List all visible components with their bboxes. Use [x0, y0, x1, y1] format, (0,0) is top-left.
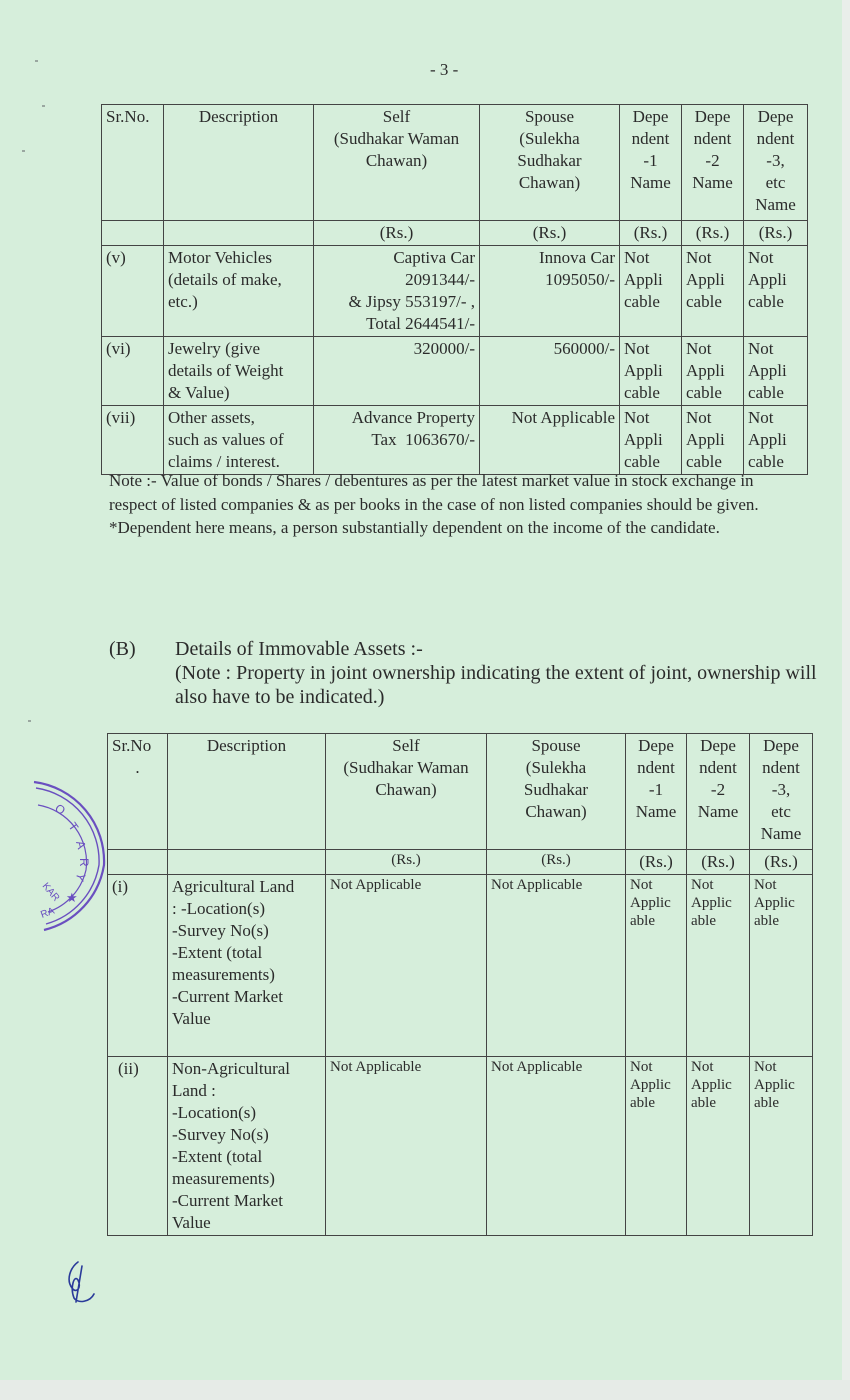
header-srno-line: . — [135, 758, 140, 777]
stamp-text-notary: Y — [72, 870, 89, 884]
value-line: Appli — [624, 361, 663, 380]
header-dep-line: Name — [755, 195, 796, 214]
header-dep-line: etc — [771, 802, 791, 821]
value-line: cable — [748, 452, 784, 471]
header-dep-line: Depe — [638, 736, 674, 755]
header-self-line: Chawan) — [375, 780, 437, 799]
unit-cell: (Rs.) — [687, 850, 750, 875]
value-line: Applic — [754, 1077, 795, 1093]
header-self — [314, 105, 480, 221]
value-line: Not — [691, 1059, 714, 1075]
page-bottom-edge — [0, 1380, 850, 1400]
row-dependent-1-value — [626, 1057, 687, 1236]
row-dependent-3-value — [750, 1057, 813, 1236]
row-spouse-value: Not Applicable — [487, 1057, 626, 1236]
value-line: Not — [686, 408, 712, 427]
table-row — [108, 875, 813, 1057]
unit-cell: (Rs.) — [620, 221, 682, 246]
header-dep-line: ndent — [637, 758, 675, 777]
value-line: Appli — [748, 430, 787, 449]
unit-cell-empty — [164, 221, 314, 246]
header-dep-line: -1 — [648, 780, 664, 799]
scan-speck — [35, 60, 38, 62]
value-line: able — [630, 1095, 655, 1111]
value-line: cable — [686, 292, 722, 311]
section-b-heading — [109, 637, 829, 717]
header-dep-line: Depe — [757, 107, 794, 126]
value-line: cable — [624, 292, 660, 311]
header-dep-line: ndent — [693, 129, 732, 148]
header-dependent-3 — [750, 734, 813, 850]
value-line: Innova Car — [538, 248, 615, 267]
value-line: able — [691, 1095, 716, 1111]
row-dependent-1-value — [620, 406, 682, 475]
description-line: such as values of — [168, 430, 284, 449]
value-line: Applic — [691, 1077, 732, 1093]
value-line: Applic — [691, 895, 732, 911]
header-dep-line: ndent — [699, 758, 737, 777]
description-line: measurements) — [172, 1169, 275, 1188]
row-dependent-2-value — [682, 406, 744, 475]
value-line: Not — [624, 408, 650, 427]
section-b-note: (Note : Property in joint ownership indicating the extent of joint, ownership will also have to be indicated.) — [175, 662, 817, 708]
row-spouse-value — [480, 337, 620, 406]
description-line: -Current Market — [172, 1191, 283, 1210]
value-line: 560000/- — [553, 339, 615, 358]
unit-row — [102, 221, 808, 246]
note-dependent-definition: *Dependent here means, a person substantially dependent on the income of the candidate. — [109, 518, 720, 537]
row-srno: (v) — [102, 246, 164, 337]
header-dep-line: Depe — [763, 736, 799, 755]
value-line: Advance Property — [351, 408, 475, 427]
header-self — [326, 734, 487, 850]
stamp-text-notary: T — [65, 819, 82, 834]
header-spouse-line: Sudhakar — [523, 780, 589, 799]
row-dependent-3-value — [750, 875, 813, 1057]
value-line: able — [754, 913, 779, 929]
row-srno: (i) — [108, 875, 168, 1057]
row-dependent-3-value — [744, 337, 808, 406]
table-row — [102, 337, 808, 406]
value-line: cable — [624, 452, 660, 471]
header-spouse-line: Chawan) — [525, 802, 587, 821]
row-self-value — [314, 337, 480, 406]
header-spouse-line: Sudhakar — [517, 151, 582, 170]
header-spouse-line: (Sulekha — [519, 129, 580, 148]
value-line: able — [754, 1095, 779, 1111]
value-line: cable — [748, 292, 784, 311]
description-line: Agricultural Land — [172, 877, 295, 896]
row-description — [164, 246, 314, 337]
row-dependent-2-value — [682, 246, 744, 337]
value-line: cable — [686, 452, 722, 471]
value-line: Captiva Car — [393, 248, 475, 267]
header-dep-line: -1 — [643, 151, 658, 170]
header-spouse — [487, 734, 626, 850]
header-dep-line: ndent — [631, 129, 670, 148]
description-line: & Value) — [168, 383, 230, 402]
stamp-text-fragment: RA — [39, 905, 57, 921]
description-line: (details of make, — [168, 270, 282, 289]
section-b-label: (B) — [109, 638, 136, 660]
stamp-text-notary: R — [77, 858, 91, 867]
value-line: Appli — [686, 270, 725, 289]
row-self-value — [314, 246, 480, 337]
value-line: Not — [691, 877, 714, 893]
header-self-line: (Sudhakar Waman — [333, 129, 460, 148]
header-self-line: Self — [392, 736, 420, 755]
header-spouse-line: Spouse — [524, 107, 575, 126]
header-srno: Sr.No. — [102, 105, 164, 221]
header-self-line: Chawan) — [365, 151, 428, 170]
description-line: Land : — [172, 1081, 216, 1100]
movable-assets-table — [101, 104, 808, 475]
unit-cell-empty — [168, 850, 326, 875]
value-line: Not — [624, 339, 650, 358]
page-number: - 3 - — [430, 60, 459, 79]
value-line: Not — [624, 248, 650, 267]
value-line: 2091344/- — [405, 270, 475, 289]
row-description — [164, 337, 314, 406]
value-line: Appli — [686, 361, 725, 380]
row-dependent-2-value — [682, 337, 744, 406]
row-srno: (vi) — [102, 337, 164, 406]
header-self-line: Self — [382, 107, 411, 126]
section-b-title: Details of Immovable Assets :- — [175, 638, 423, 660]
unit-cell: (Rs.) — [480, 221, 620, 246]
description-line: etc.) — [168, 292, 198, 311]
value-line: Tax 1063670/- — [371, 430, 475, 449]
unit-cell: (Rs.) — [314, 221, 480, 246]
header-spouse-line: Spouse — [531, 736, 581, 755]
unit-cell: (Rs.) — [744, 221, 808, 246]
description-line: measurements) — [172, 965, 275, 984]
stamp-text-fragment: KAR — [39, 880, 62, 904]
header-dep-line: Name — [692, 173, 733, 192]
value-line: Applic — [754, 895, 795, 911]
header-dep-line: etc — [765, 173, 786, 192]
row-self-value: Not Applicable — [326, 875, 487, 1057]
notes-block — [109, 469, 799, 540]
table-row — [102, 246, 808, 337]
header-dep-line: Depe — [632, 107, 669, 126]
row-dependent-3-value — [744, 246, 808, 337]
table-row — [108, 1057, 813, 1236]
stamp-star-icon: ★ — [66, 890, 78, 905]
table-header-row — [108, 734, 813, 850]
value-line: Not — [630, 1059, 653, 1075]
header-spouse — [480, 105, 620, 221]
header-dep-line: Name — [630, 173, 671, 192]
value-line: Not — [748, 339, 774, 358]
table-row — [102, 406, 808, 475]
stamp-text-notary: O — [52, 800, 68, 818]
value-line: able — [691, 913, 716, 929]
table-header-row — [102, 105, 808, 221]
value-line: Appli — [624, 430, 663, 449]
unit-cell: (Rs.) — [326, 850, 487, 875]
value-line: cable — [624, 383, 660, 402]
description-line: claims / interest. — [168, 452, 280, 471]
header-self-line: (Sudhakar Waman — [343, 758, 469, 777]
note-market-value: Note :- Value of bonds / Shares / debentures as per the latest market value in stock exchange in respect of listed companies & as per books in the case of non listed companies should be given. — [109, 471, 759, 514]
header-description: Description — [164, 105, 314, 221]
row-spouse-value — [480, 246, 620, 337]
header-srno-line: Sr.No — [112, 736, 152, 755]
header-spouse-line: Chawan) — [518, 173, 581, 192]
header-dep-line: -2 — [710, 780, 726, 799]
value-line: Not — [748, 248, 774, 267]
row-dependent-1-value — [620, 246, 682, 337]
description-line: -Current Market — [172, 987, 283, 1006]
value-line: Not Applicable — [511, 408, 615, 427]
header-dependent-1 — [620, 105, 682, 221]
scan-speck — [28, 720, 31, 722]
value-line: cable — [748, 383, 784, 402]
value-line: cable — [686, 383, 722, 402]
value-line: Appli — [624, 270, 663, 289]
value-line: Not — [754, 877, 777, 893]
row-dependent-2-value — [687, 875, 750, 1057]
description-line: Value — [172, 1213, 211, 1232]
description-line: -Extent (total — [172, 943, 263, 962]
value-line: 1095050/- — [545, 270, 615, 289]
scan-speck — [22, 150, 25, 152]
row-description — [168, 1057, 326, 1236]
header-spouse-line: (Sulekha — [525, 758, 587, 777]
header-dependent-2 — [687, 734, 750, 850]
header-dep-line: Depe — [700, 736, 736, 755]
value-line: Not — [754, 1059, 777, 1075]
value-line: Applic — [630, 895, 671, 911]
notary-stamp — [28, 770, 106, 940]
row-spouse-value: Not Applicable — [487, 875, 626, 1057]
value-line: Appli — [748, 270, 787, 289]
header-dep-line: Name — [760, 824, 802, 843]
description-line: : -Location(s) — [172, 899, 265, 918]
header-dep-line: -3, — [766, 151, 785, 170]
header-dep-line: -2 — [705, 151, 720, 170]
description-line: -Location(s) — [172, 1103, 257, 1122]
value-line: Not — [748, 408, 774, 427]
unit-row — [108, 850, 813, 875]
signature — [60, 1258, 100, 1308]
immovable-assets-table — [107, 733, 813, 1236]
page-edge — [842, 0, 850, 1400]
description-line: -Survey No(s) — [172, 921, 269, 940]
header-dep-line: ndent — [762, 758, 800, 777]
value-line: Applic — [630, 1077, 671, 1093]
description-line: -Extent (total — [172, 1147, 263, 1166]
description-line: Other assets, — [168, 408, 255, 427]
row-dependent-1-value — [626, 875, 687, 1057]
header-dependent-2 — [682, 105, 744, 221]
description-line: Jewelry (give — [168, 339, 261, 358]
row-dependent-2-value — [687, 1057, 750, 1236]
description-line: -Survey No(s) — [172, 1125, 269, 1144]
value-line: Not — [686, 339, 712, 358]
row-srno: (vii) — [102, 406, 164, 475]
row-spouse-value — [480, 406, 620, 475]
stamp-text-notary: A — [73, 839, 89, 851]
value-line: Appli — [686, 430, 725, 449]
value-line: Total 2644541/- — [366, 314, 475, 333]
row-dependent-3-value — [744, 406, 808, 475]
value-line: Not — [686, 248, 712, 267]
row-self-value — [314, 406, 480, 475]
row-srno: (ii) — [108, 1057, 168, 1236]
value-line: & Jipsy 553197/- , — [348, 292, 475, 311]
row-self-value: Not Applicable — [326, 1057, 487, 1236]
header-dependent-3 — [744, 105, 808, 221]
unit-cell: (Rs.) — [626, 850, 687, 875]
value-line: 320000/- — [413, 339, 475, 358]
row-dependent-1-value — [620, 337, 682, 406]
value-line: able — [630, 913, 655, 929]
description-line: details of Weight — [168, 361, 284, 380]
description-line: Value — [172, 1009, 211, 1028]
header-description: Description — [168, 734, 326, 850]
unit-cell: (Rs.) — [487, 850, 626, 875]
unit-cell: (Rs.) — [682, 221, 744, 246]
value-line: Not — [630, 877, 653, 893]
unit-cell-empty — [108, 850, 168, 875]
header-dep-line: Name — [635, 802, 677, 821]
description-line: Non-Agricultural — [172, 1059, 291, 1078]
header-srno — [108, 734, 168, 850]
scan-speck — [42, 105, 45, 107]
header-dep-line: ndent — [756, 129, 795, 148]
unit-cell-empty — [102, 221, 164, 246]
header-dep-line: -3, — [771, 780, 791, 799]
signature-stroke — [69, 1262, 94, 1302]
row-description — [164, 406, 314, 475]
unit-cell: (Rs.) — [750, 850, 813, 875]
value-line: Appli — [748, 361, 787, 380]
row-description — [168, 875, 326, 1057]
description-line: Motor Vehicles — [168, 248, 273, 267]
header-dep-line: Depe — [694, 107, 731, 126]
section-b-body — [175, 637, 825, 709]
header-dependent-1 — [626, 734, 687, 850]
header-dep-line: Name — [697, 802, 739, 821]
